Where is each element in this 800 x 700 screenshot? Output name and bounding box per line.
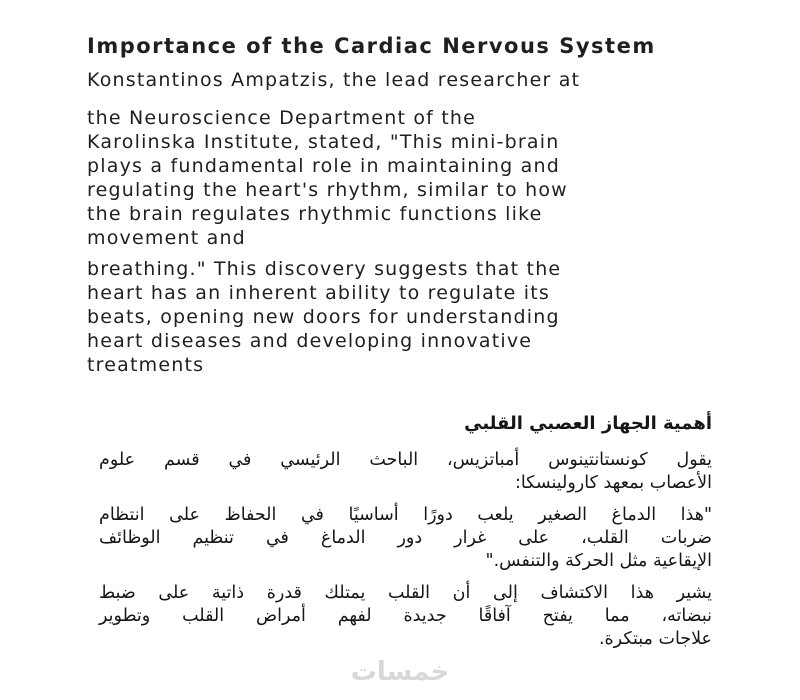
text-line: breathing." This discovery suggests that the (87, 258, 562, 280)
text-line: the brain regulates rhythmic functions like (87, 203, 543, 225)
english-section (87, 32, 712, 377)
text-line: Karolinska Institute, stated, "This mini-brain (87, 131, 560, 153)
english-heading: Importance of the Cardiac Nervous System (87, 34, 656, 58)
khamsat-watermark: خمسات (350, 657, 450, 687)
english-paragraph-2 (87, 106, 712, 250)
arabic-section (99, 411, 712, 651)
text-line: movement and (87, 227, 246, 249)
arabic-paragraph-1 (99, 449, 712, 495)
english-paragraph-3 (87, 257, 712, 377)
text-line: الأعصاب بمعهد كارولينسكا: (514, 473, 712, 493)
text-line: beats, opening new doors for understanding (87, 306, 560, 328)
text-line: treatments (87, 354, 205, 376)
arabic-heading: أهمية الجهاز العصبي القلبي (464, 413, 712, 434)
arabic-paragraph-2 (99, 504, 712, 573)
arabic-paragraph-3 (99, 582, 712, 651)
text-line: الإيقاعية مثل الحركة والتنفس." (485, 551, 712, 571)
text-line: regulating the heart's rhythm, similar to how (87, 179, 568, 201)
text-line: علاجات مبتكرة. (598, 629, 712, 649)
english-paragraph-1 (87, 68, 712, 92)
text-line: يقول كونستانتينوس أمباتزيس، الباحث الرئيسي في قسم علوم (99, 450, 712, 470)
text-line: the Neuroscience Department of the (87, 107, 477, 129)
text-line: heart diseases and developing innovative (87, 330, 533, 352)
text-line: نبضاته، مما يفتح آفاقًا جديدة لفهم أمراض القلب وتطوير (99, 606, 712, 626)
text-line: ضربات القلب، على غرار دور الدماغ في تنظيم الوظائف (99, 528, 712, 548)
text-line: heart has an inherent ability to regulate its (87, 282, 550, 304)
text-line: Konstantinos Ampatzis, the lead researcher at (87, 69, 581, 91)
text-line: "هذا الدماغ الصغير يلعب دورًا أساسيًا في الحفاظ على انتظام (99, 505, 712, 525)
text-line: plays a fundamental role in maintaining and (87, 155, 561, 177)
text-line: يشير هذا الاكتشاف إلى أن القلب يمتلك قدرة ذاتية على ضبط (99, 583, 712, 603)
